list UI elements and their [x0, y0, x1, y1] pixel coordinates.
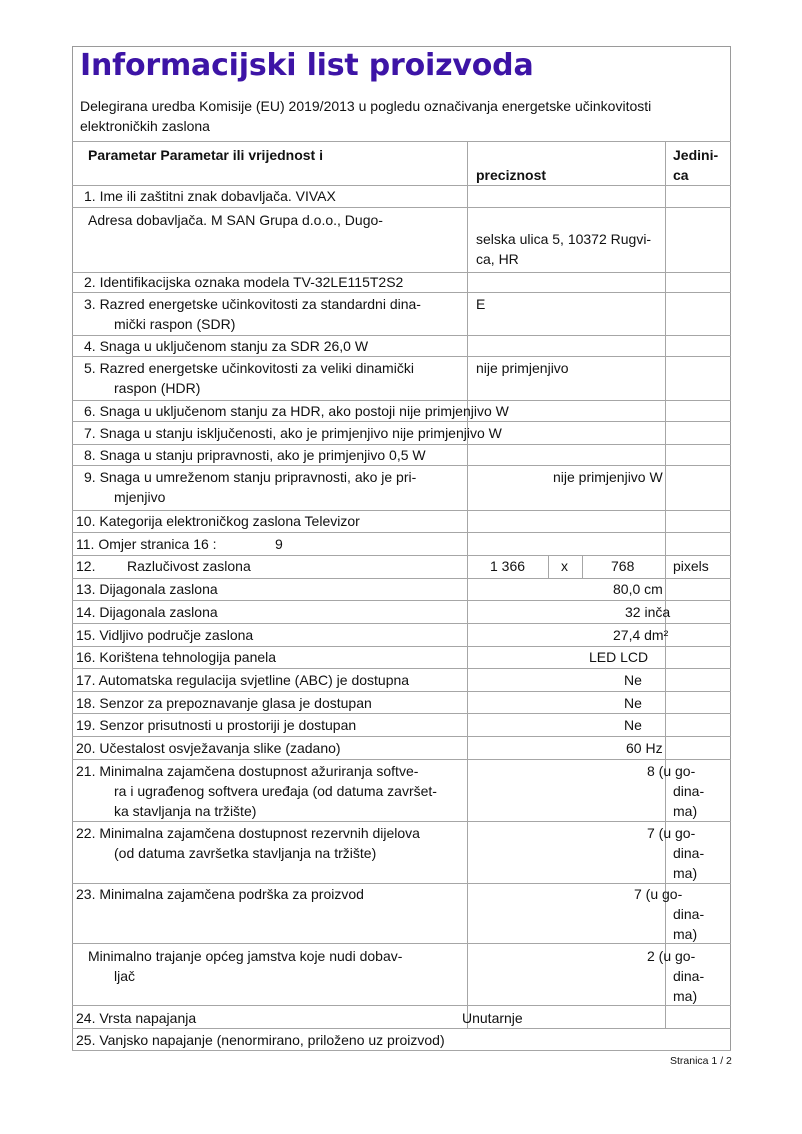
header-unit-line-1: Jedini-	[673, 147, 719, 163]
spare-parts-unit-2: dina-	[673, 845, 705, 861]
presence-sensor-value: Ne	[624, 717, 642, 733]
refresh-rate-value: 60 Hz	[626, 740, 663, 756]
row-hdr-class-line-2: raspon (HDR)	[114, 380, 201, 396]
header-unit-line-2: ca	[673, 167, 689, 183]
supplier-address-continued-1: selska ulica 5, 10372 Rugvi-	[476, 231, 652, 247]
resolution-height: 768	[611, 558, 635, 574]
row-warranty-line-1: Minimalno trajanje općeg jamstva koje nudi dobav-	[88, 948, 403, 964]
row-panel-technology: 16. Korištena tehnologija panela	[76, 649, 277, 665]
row-standby-power: 8. Snaga u stanju pripravnosti, ako je primjenjivo 0,5 W	[84, 447, 426, 463]
page-number: Stranica 1 / 2	[670, 1055, 732, 1067]
supplier-address-continued-2: ca, HR	[476, 251, 519, 267]
row-hdr-power: 6. Snaga u uključenom stanju za HDR, ako postoji nije primjenjivo W	[84, 403, 509, 419]
subtitle-line-1: Delegirana uredba Komisije (EU) 2019/2013 u pogledu označivanja energetske učinkovitosti	[80, 98, 652, 114]
row-visible-area: 15. Vidljivo područje zaslona	[76, 627, 254, 643]
power-supply-type-value: Unutarnje	[462, 1010, 523, 1026]
row-networked-standby-line-2: mjenjivo	[114, 489, 166, 505]
row-product-support: 23. Minimalna zajamčena podrška za proizvod	[76, 886, 364, 902]
row-sdr-power: 4. Snaga u uključenom stanju za SDR 26,0 W	[84, 338, 369, 354]
row-diagonal-cm: 13. Dijagonala zaslona	[76, 581, 218, 597]
resolution-separator: x	[561, 558, 568, 574]
resolution-width: 1 366	[490, 558, 526, 574]
networked-standby-value: nije primjenjivo W	[553, 469, 663, 485]
row-warranty-line-2: ljač	[114, 968, 136, 984]
software-updates-unit-3: ma)	[673, 803, 698, 819]
row-resolution-label: Razlučivost zaslona	[127, 558, 251, 574]
resolution-unit: pixels	[673, 558, 709, 574]
row-refresh-rate: 20. Učestalost osvježavanja slike (zadano)	[76, 740, 341, 756]
product-support-unit-3: ma)	[673, 926, 698, 942]
warranty-value: 2 (u go-	[647, 948, 696, 964]
panel-technology-value: LED LCD	[589, 649, 649, 665]
row-supplier-name: 1. Ime ili zaštitni znak dobavljača. VIVAX	[84, 188, 336, 204]
product-support-unit-2: dina-	[673, 906, 705, 922]
warranty-unit-3: ma)	[673, 988, 698, 1004]
header-precision: preciznost	[476, 167, 547, 183]
row-software-updates-line-3: ka stavljanja na tržište)	[114, 803, 257, 819]
software-updates-unit-2: dina-	[673, 783, 705, 799]
hdr-class-value: nije primjenjivo	[476, 360, 569, 376]
diagonal-cm-value: 80,0 cm	[613, 581, 663, 597]
spare-parts-value: 7 (u go-	[647, 825, 696, 841]
abc-value: Ne	[624, 672, 642, 688]
software-updates-value: 8 (u go-	[647, 763, 696, 779]
row-hdr-class-line-1: 5. Razred energetske učinkovitosti za veliki dinamički	[84, 360, 414, 376]
row-spare-parts-line-1: 22. Minimalna zajamčena dostupnost rezervnih dijelova	[76, 825, 420, 841]
row-software-updates-line-2: ra i ugrađenog softvera uređaja (od datuma završet-	[114, 783, 437, 799]
voice-sensor-value: Ne	[624, 695, 642, 711]
row-supplier-address: Adresa dobavljača. M SAN Grupa d.o.o., Dugo-	[88, 212, 383, 228]
row-model-identifier: 2. Identifikacijska oznaka modela TV-32LE115T2S2	[84, 274, 404, 290]
row-diagonal-inch: 14. Dijagonala zaslona	[76, 604, 218, 620]
row-software-updates-line-1: 21. Minimalna zajamčena dostupnost ažuriranja softve-	[76, 763, 419, 779]
row-aspect-ratio: 11. Omjer stranica 16 :	[76, 536, 217, 552]
diagonal-inch-value: 32 inča	[625, 604, 671, 620]
product-support-value: 7 (u go-	[634, 886, 683, 902]
row-spare-parts-line-2: (od datuma završetka stavljanja na tržište)	[114, 845, 377, 861]
aspect-ratio-value: 9	[275, 536, 283, 552]
row-voice-sensor: 18. Senzor za prepoznavanje glasa je dostupan	[76, 695, 372, 711]
row-abc: 17. Automatska regulacija svjetline (ABC) je dostupna	[76, 672, 410, 688]
warranty-unit-2: dina-	[673, 968, 705, 984]
regulation-subtitle	[80, 96, 720, 136]
row-display-category: 10. Kategorija elektroničkog zaslona Televizor	[76, 513, 360, 529]
row-sdr-class-line-2: mički raspon (SDR)	[114, 316, 236, 332]
row-resolution-number: 12.	[76, 558, 96, 574]
header-parameter: Parametar Parametar ili vrijednost i	[88, 147, 323, 163]
row-networked-standby-line-1: 9. Snaga u umreženom stanju pripravnosti, ako je pri-	[84, 469, 417, 485]
sdr-class-value: E	[476, 296, 486, 312]
row-presence-sensor: 19. Senzor prisutnosti u prostoriji je dostupan	[76, 717, 357, 733]
row-off-mode-power: 7. Snaga u stanju isključenosti, ako je primjenjivo nije primjenjivo W	[84, 425, 502, 441]
visible-area-value: 27,4 dm²	[613, 627, 669, 643]
page-title: Informacijski list proizvoda	[80, 48, 534, 83]
spare-parts-unit-3: ma)	[673, 865, 698, 881]
subtitle-line-2: elektroničkih zaslona	[80, 118, 210, 134]
row-sdr-class-line-1: 3. Razred energetske učinkovitosti za standardni dina-	[84, 296, 421, 312]
row-external-power-supply: 25. Vanjsko napajanje (nenormirano, priloženo uz proizvod)	[76, 1032, 445, 1048]
row-power-supply-type: 24. Vrsta napajanja	[76, 1010, 197, 1026]
